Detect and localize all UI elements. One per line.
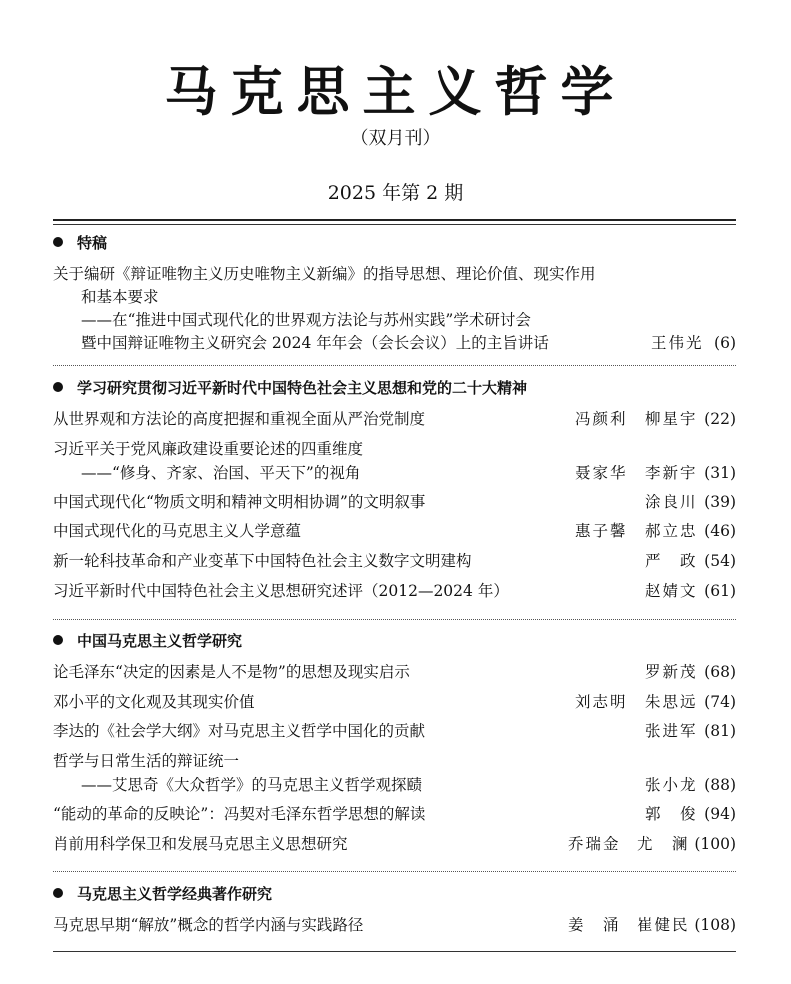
issue-number: 2025 年第 2 期 <box>327 182 464 204</box>
author-name: 姜 涌 <box>568 916 621 934</box>
page-number: (39) <box>704 493 736 511</box>
toc-entry: 论毛泽东“决定的因素是人不是物”的思想及现实启示 罗新茂 (68) <box>53 660 736 684</box>
page-number: (22) <box>704 410 736 428</box>
section-heading-classics: 马克思主义哲学经典著作研究 <box>53 883 736 905</box>
bottom-rule <box>53 951 736 952</box>
author-name: 柳星宇 <box>645 410 698 428</box>
author-name: 罗新茂 <box>645 663 698 681</box>
page-number: (94) <box>704 805 736 823</box>
page-number: (81) <box>704 722 736 740</box>
section-heading-chinese-marxism: 中国马克思主义哲学研究 <box>53 630 736 652</box>
author-name: 张进军 <box>645 722 698 740</box>
author-name: 王伟光 <box>651 334 704 352</box>
bullet-icon <box>53 237 63 247</box>
author-name: 冯颜利 <box>575 410 628 428</box>
bullet-icon <box>53 888 63 898</box>
page-number: (100) <box>694 835 736 853</box>
toc-entry: 暨中国辩证唯物主义研究会 2024 年年会（会长会议）上的主旨讲话 王伟光 (6) <box>53 331 736 355</box>
author-name: 惠子馨 <box>575 522 628 540</box>
toc-entry-title: 哲学与日常生活的辩证统一 <box>53 752 240 770</box>
page-number: (6) <box>714 334 736 352</box>
page-number: (46) <box>704 522 736 540</box>
section-divider <box>53 871 736 872</box>
toc-entry: ——艾思奇《大众哲学》的马克思主义哲学观探赜 张小龙 (88) <box>53 773 736 797</box>
page-number: (88) <box>704 776 736 794</box>
toc-entry: “能动的革命的反映论”：冯契对毛泽东哲学思想的解读 郭 俊 (94) <box>53 802 736 826</box>
page-number: (54) <box>704 552 736 570</box>
toc-entry: 新一轮科技革命和产业变革下中国特色社会主义数字文明建构 严 政 (54) <box>53 549 736 573</box>
toc-entry: 习近平新时代中国特色社会主义思想研究述评（2012—2024 年） 赵婧文 (61) <box>53 579 736 603</box>
toc-entry: 马克思早期“解放”概念的哲学内涵与实践路径 姜 涌 崔健民 (108) <box>53 913 736 937</box>
author-name: 崔健民 <box>637 916 690 934</box>
toc-entry: 中国式现代化的马克思主义人学意蕴 惠子馨 郝立忠 (46) <box>53 519 736 543</box>
top-rule-thin <box>53 224 736 225</box>
journal-frequency: （双月刊） <box>350 128 441 149</box>
author-name: 严 政 <box>645 552 698 570</box>
toc-entry: ——“修身、齐家、治国、平天下”的视角 聂家华 李新宇 (31) <box>53 461 736 485</box>
author-name: 朱思远 <box>645 693 698 711</box>
author-name: 郭 俊 <box>645 805 698 823</box>
section-divider <box>53 365 736 366</box>
author-name: 刘志明 <box>575 693 628 711</box>
toc-entry: 从世界观和方法论的高度把握和重视全面从严治党制度 冯颜利 柳星宇 (22) <box>53 407 736 431</box>
page-number: (61) <box>704 582 736 600</box>
author-name: 郝立忠 <box>645 522 698 540</box>
page-number: (31) <box>704 464 736 482</box>
page-number: (108) <box>694 916 736 934</box>
author-name: 聂家华 <box>575 464 628 482</box>
bullet-icon <box>53 635 63 645</box>
author-name: 涂良川 <box>645 493 698 511</box>
author-name: 赵婧文 <box>645 582 698 600</box>
section-heading-xi-thought: 学习研究贯彻习近平新时代中国特色社会主义思想和党的二十大精神 <box>53 377 736 399</box>
toc-entry: 李达的《社会学大纲》对马克思主义哲学中国化的贡献 张进军 (81) <box>53 719 736 743</box>
page-number: (74) <box>704 693 736 711</box>
toc-entry-subtitle: ——在“推进中国式现代化的世界观方法论与苏州实践”学术研讨会 <box>81 311 531 329</box>
toc-entry: 中国式现代化“物质文明和精神文明相协调”的文明叙事 涂良川 (39) <box>53 490 736 514</box>
author-name: 乔瑞金 <box>568 835 621 853</box>
author-name: 张小龙 <box>645 776 698 794</box>
toc-entry: 邓小平的文化观及其现实价值 刘志明 朱思远 (74) <box>53 690 736 714</box>
top-rule-thick <box>53 219 736 221</box>
section-heading-featured: 特稿 <box>53 232 736 254</box>
bullet-icon <box>53 382 63 392</box>
toc-entry-title: 习近平关于党风廉政建设重要论述的四重维度 <box>53 440 364 458</box>
author-name: 李新宇 <box>645 464 698 482</box>
section-divider <box>53 619 736 620</box>
author-name: 尤 澜 <box>637 835 690 853</box>
toc-entry-title: 和基本要求 <box>81 288 159 306</box>
page-number: (68) <box>704 663 736 681</box>
journal-title: 马克思主义哲学 <box>164 61 627 123</box>
toc-entry: 肖前用科学保卫和发展马克思主义思想研究 乔瑞金 尤 澜 (100) <box>53 832 736 856</box>
toc-entry-title: 关于编研《辩证唯物主义历史唯物主义新编》的指导思想、理论价值、现实作用 <box>53 265 596 283</box>
